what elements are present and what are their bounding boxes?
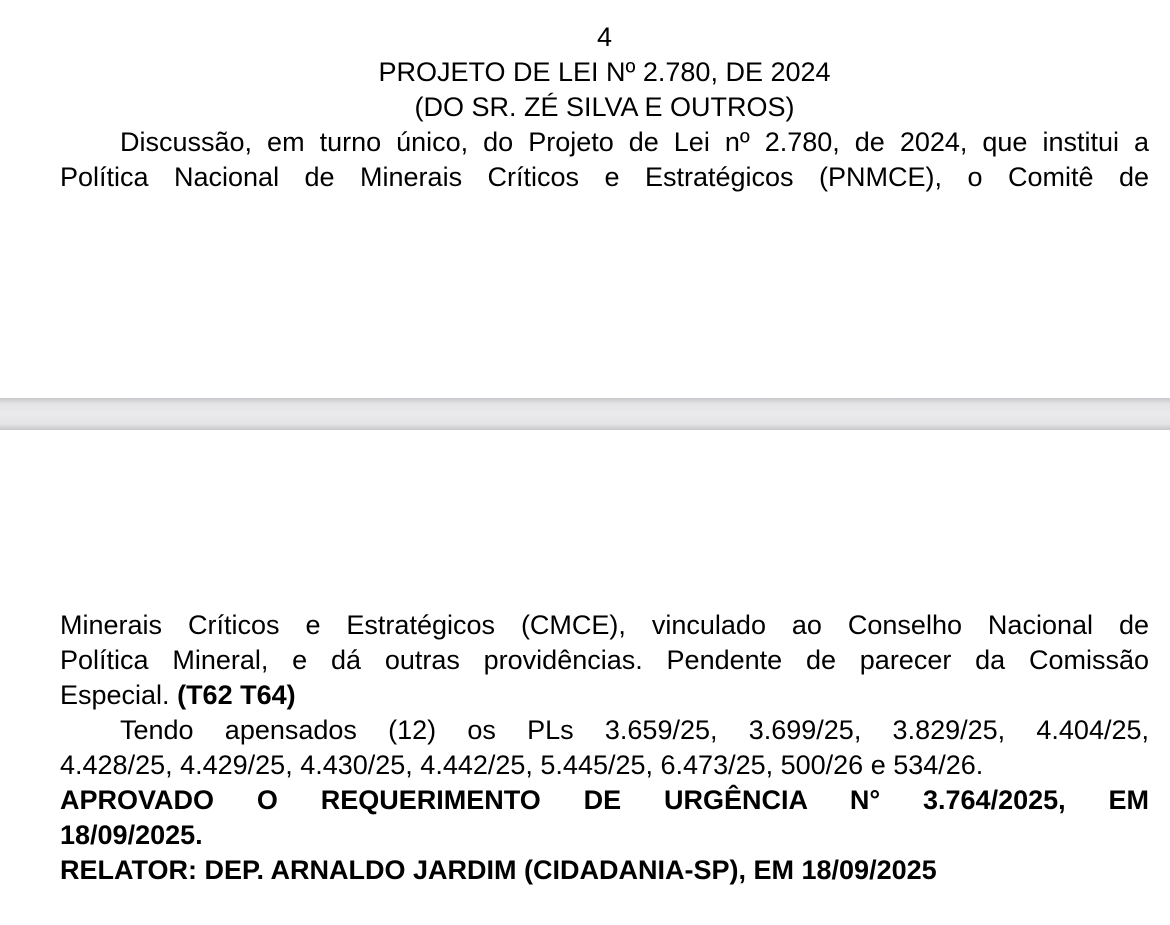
page-separator (0, 398, 1170, 430)
description-line-5-text: Especial. (60, 680, 170, 710)
bill-description-continued (60, 608, 1149, 888)
table-reference: (T62 T64) (177, 680, 296, 710)
page-number: 4 (596, 22, 613, 52)
page-header (60, 20, 1149, 125)
document-page-bottom (0, 430, 1170, 925)
urgency-approval-line-2: 18/09/2025. (60, 820, 203, 850)
urgency-approval-line-1: APROVADO O REQUERIMENTO DE URGÊNCIA N° 3.764/2025, EM (60, 785, 1149, 815)
description-line-4: Política Mineral, e dá outras providências. Pendente de parecer da Comissão (60, 645, 1149, 675)
bill-description-start (60, 125, 1149, 195)
description-line-5 (60, 678, 1149, 713)
document-page-top (0, 0, 1170, 398)
description-line-3: Minerais Críticos e Estratégicos (CMCE), vinculado ao Conselho Nacional de (60, 610, 1149, 640)
attached-bills-line-1: Tendo apensados (12) os PLs 3.659/25, 3.699/25, 3.829/25, 4.404/25, (120, 715, 1149, 745)
bill-authors: (DO SR. ZÉ SILVA E OUTROS) (414, 92, 795, 122)
description-line-1: Discussão, em turno único, do Projeto de Lei nº 2.780, de 2024, que institui a (120, 127, 1149, 157)
rapporteur-line: RELATOR: DEP. ARNALDO JARDIM (CIDADANIA-SP), EM 18/09/2025 (60, 855, 937, 885)
attached-bills-line-2: 4.428/25, 4.429/25, 4.430/25, 4.442/25, 5.445/25, 6.473/25, 500/26 e 534/26. (60, 750, 984, 780)
bill-title: PROJETO DE LEI Nº 2.780, DE 2024 (378, 57, 831, 87)
description-line-2: Política Nacional de Minerais Críticos e Estratégicos (PNMCE), o Comitê de (60, 162, 1149, 192)
